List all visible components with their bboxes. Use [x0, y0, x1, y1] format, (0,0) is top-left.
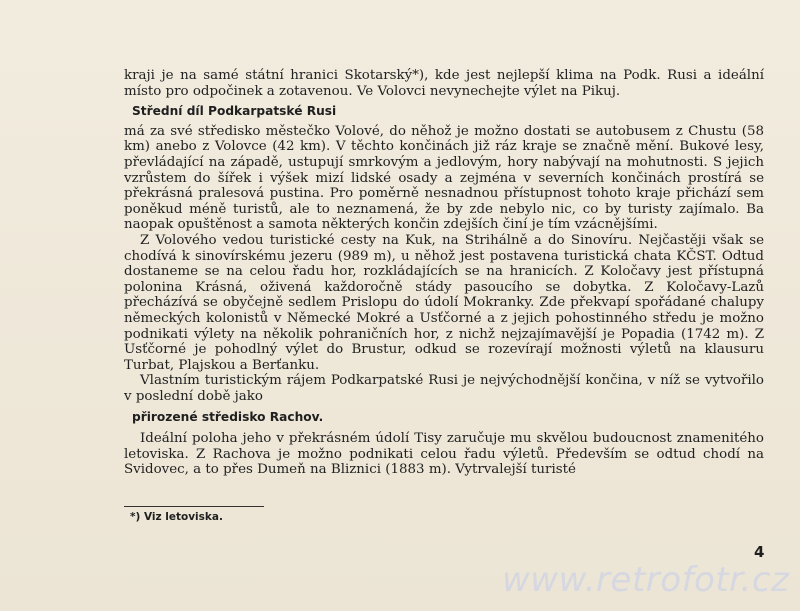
paragraph-east: Vlastním turistickým rájem Podkarpatské Rusi je nejvýchodnější končina, v níž se vytvořilo v poslední době jako	[124, 373, 764, 404]
intro-paragraph: kraji je na samé státní hranici Skotarský*), kde jest nejlepší klima na Podk. Rusi a ideální místo pro odpočinek a zotavenou. Ve Volovci nevynechejte výlet na Pikuj.	[124, 68, 764, 99]
body-text	[124, 68, 764, 478]
paragraph-rachov: Ideální poloha jeho v překrásném údolí Tisy zaručuje mu skvělou budoucnost znamenitého letoviska. Z Rachova je možno podnikati celou řadu výletů. Především se odtud chodí na Svidovec, a to přes Dumeň na Bliznici (1883 m). Vytrvalejší turisté	[124, 431, 764, 478]
page-number: 4	[754, 543, 765, 561]
paragraph-volove: má za své středisko městečko Volové, do něhož je možno dostati se autobusem z Chustu (58 km) anebo z Volovce (42 km). V těchto končinách již ráz kraje se značně mění. Bukové lesy, převládající na západě, ustupují smrkovým a jedlovým, hory nabývají na mohutnosti. S jejich vzrůstem do šířek i výšek mizí lidské osady a zejména v severních končinách prostírá se překrásná pralesová pustina. Pro poměrně nesnadnou přístupnost tohoto kraje přichází sem poněkud méně turistů, ale to neznamená, že by zde nebylo nic, co by turisty zajímalo. Ba naopak opuštěnost a samota některých končin zdejších činí je tím vzácnějšími.	[124, 123, 764, 233]
section-heading: Střední díl Podkarpatské Rusi	[132, 104, 337, 119]
section-heading-rachov: přirozené středisko Rachov.	[132, 410, 324, 425]
footnote-divider	[124, 506, 264, 507]
footnote: *) Viz letoviska.	[130, 511, 223, 523]
watermark: www.retrofotr.cz	[502, 560, 790, 600]
paragraph-routes: Z Volového vedou turistické cesty na Kuk, na Strihálně a do Sinovíru. Nejčastěji však se chodívá k sinovírskému jezeru (989 m), u něhož jest postavena turistická chata KČST. Odtud dostaneme se na celou řadu hor, rozkládajících se na hranicích. Z Koločavy jest přístupná polonina Krásná, oživená každoročně stády pasoucího se dobytka. Z Koločavy-Lazů přecházívá se obyčejně sedlem Prislopu do údolí Mokranky. Zde překvapí spořádané chalupy německých kolonistů v Německé Mokré a Usťčorné a z jejich pohostinného středu je možno podnikati výlety na několik pohraničních hor, z nichž nejzajímavější je Popadia (1742 m). Z Usťčorné je pohodlný výlet do Brustur, odkud se rozevírají možnosti výletů na klausuru Turbat, Plajskou a Berťanku.	[124, 232, 764, 373]
